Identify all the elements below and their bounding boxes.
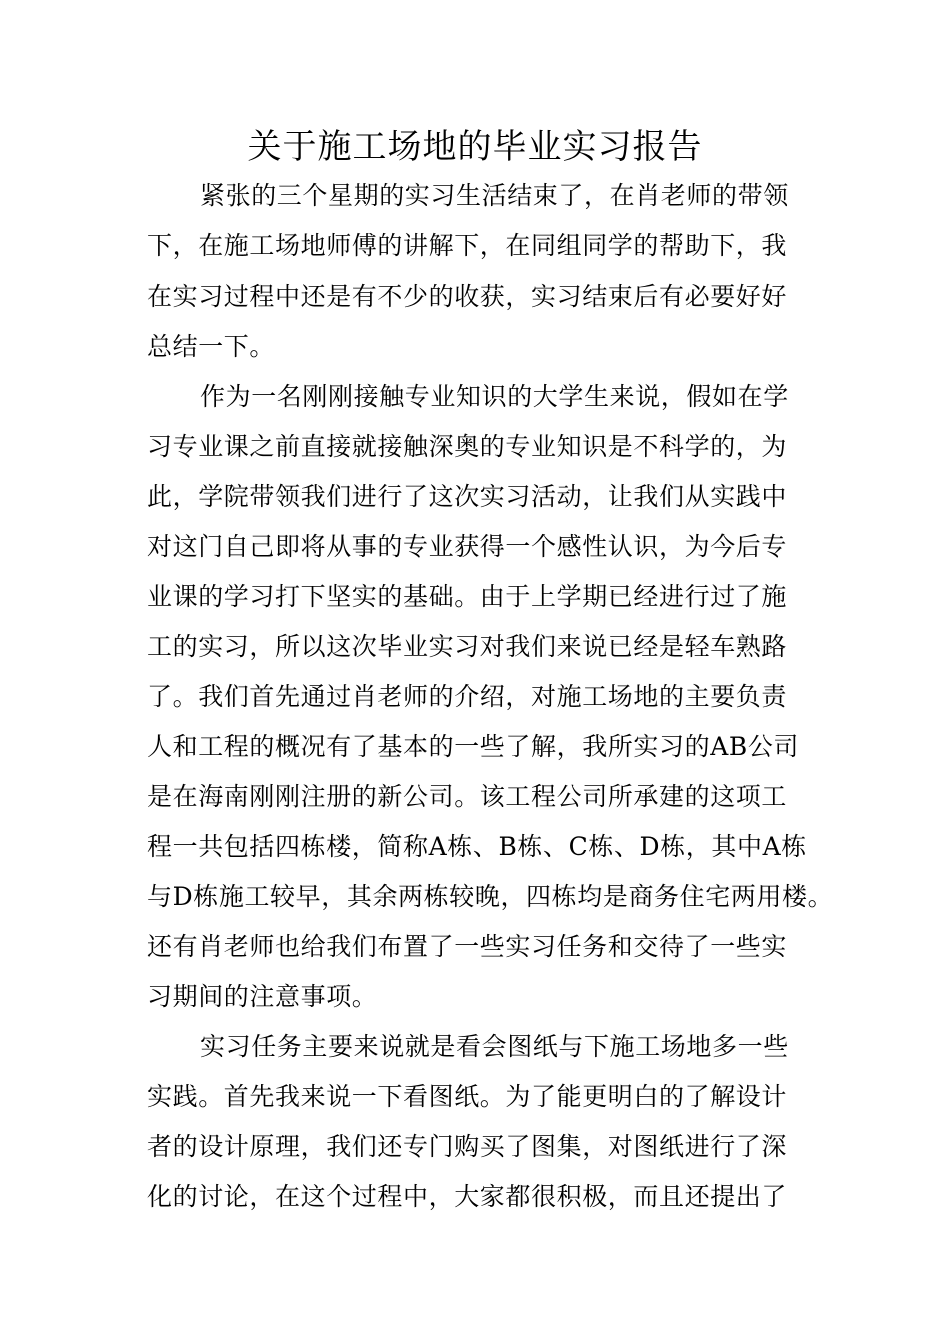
paragraph-2-line-7: 了。我们首先通过肖老师的介绍，对施工场地的主要负责 xyxy=(147,682,788,711)
paragraph-3-line-2: 实践。首先我来说一下看图纸。为了能更明白的了解设计 xyxy=(147,1082,788,1111)
paragraph-1-line-2: 下，在施工场地师傅的讲解下，在同组同学的帮助下，我 xyxy=(147,231,788,260)
paragraph-2-line-8: 人和工程的概况有了基本的一些了解，我所实习的AB公司 xyxy=(147,732,800,761)
paragraph-2-line-13: 习期间的注意事项。 xyxy=(147,982,378,1011)
paragraph-2-line-10: 程一共包括四栋楼，简称A栋、B栋、C栋、D栋，其中A栋 xyxy=(147,832,807,861)
paragraph-3-line-1: 实习任务主要来说就是看会图纸与下施工场地多一些 xyxy=(200,1032,789,1061)
paragraph-2-line-12: 还有肖老师也给我们布置了一些实习任务和交待了一些实 xyxy=(147,932,788,961)
paragraph-2-line-6: 工的实习，所以这次毕业实习对我们来说已经是轻车熟路 xyxy=(147,632,788,661)
document-title: 关于施工场地的毕业实习报告 xyxy=(247,127,703,167)
paragraph-1-line-1: 紧张的三个星期的实习生活结束了，在肖老师的带领 xyxy=(200,181,789,210)
paragraph-2-line-1: 作为一名刚刚接触专业知识的大学生来说，假如在学 xyxy=(200,382,789,411)
paragraph-3-line-4: 化的讨论，在这个过程中，大家都很积极，而且还提出了 xyxy=(147,1182,788,1211)
paragraph-2-line-9: 是在海南刚刚注册的新公司。该工程公司所承建的这项工 xyxy=(147,782,788,811)
paragraph-2-line-3: 此，学院带领我们进行了这次实习活动，让我们从实践中 xyxy=(147,482,788,511)
paragraph-2-line-4: 对这门自己即将从事的专业获得一个感性认识，为今后专 xyxy=(147,532,788,561)
paragraph-2-line-5: 业课的学习打下坚实的基础。由于上学期已经进行过了施 xyxy=(147,582,788,611)
paragraph-2-line-11: 与D栋施工较早，其余两栋较晚，四栋均是商务住宅两用楼。 xyxy=(147,882,834,911)
paragraph-1-line-3: 在实习过程中还是有不少的收获，实习结束后有必要好好 xyxy=(147,282,788,311)
paragraph-1-line-4: 总结一下。 xyxy=(147,332,276,361)
paragraph-3-line-3: 者的设计原理，我们还专门购买了图集，对图纸进行了深 xyxy=(147,1132,788,1161)
paragraph-2-line-2: 习专业课之前直接就接触深奥的专业知识是不科学的，为 xyxy=(147,432,788,461)
